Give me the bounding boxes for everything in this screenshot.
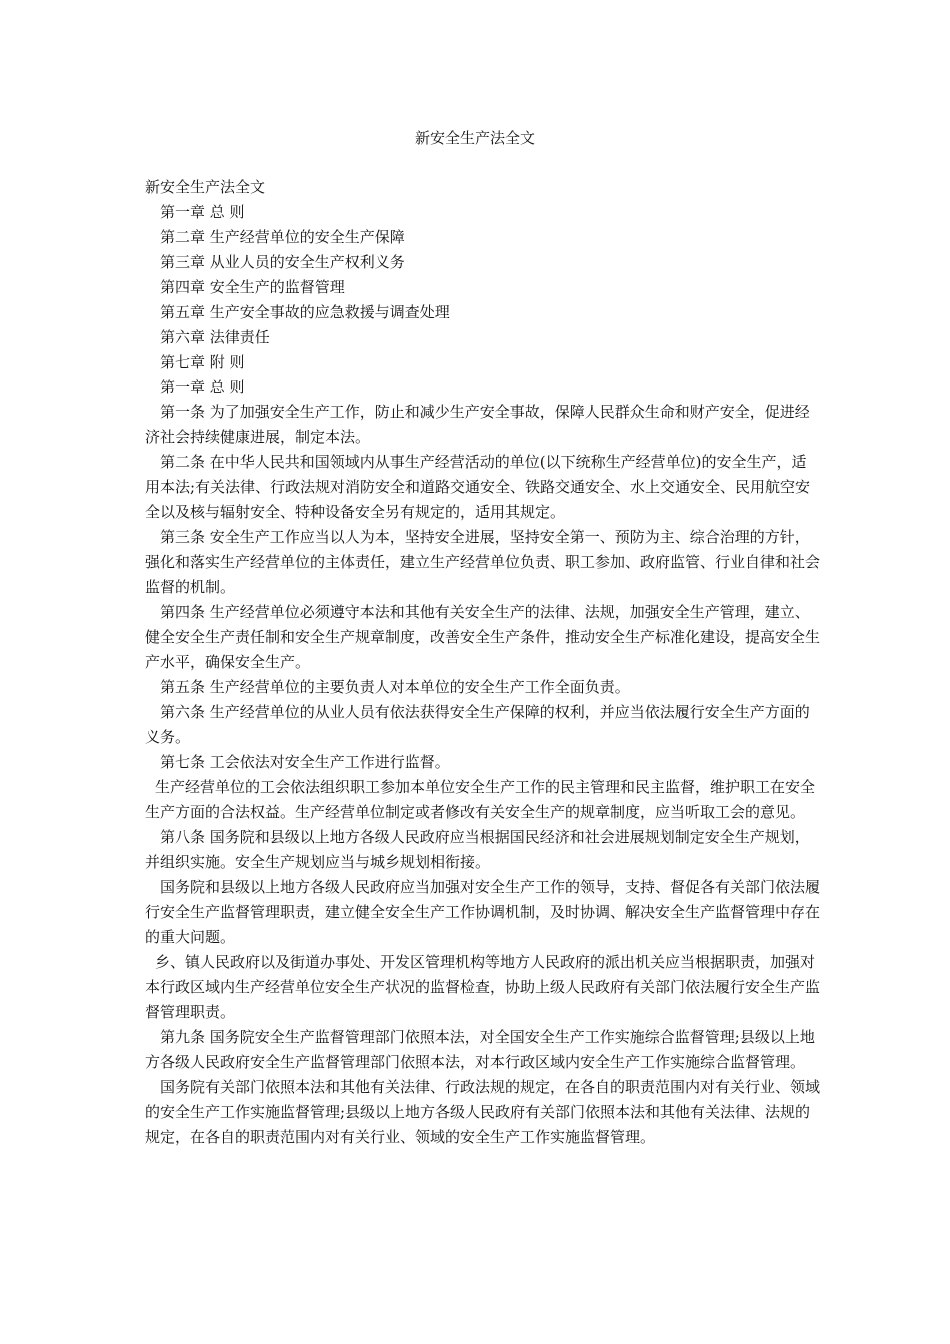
toc-item: 第四章 安全生产的监督管理 — [160, 278, 345, 296]
document-body — [145, 175, 820, 1150]
chapter-heading: 第一章 总 则 — [160, 378, 245, 396]
article-paragraph: 国务院和县级以上地方各级人民政府应当加强对安全生产工作的领导，支持、督促各有关部门依法履行安全生产监督管理职责，建立健全安全生产工作协调机制，及时协调、解决安全生产监督管理中存在的重大问题。 — [145, 878, 821, 946]
article-paragraph: 国务院有关部门依照本法和其他有关法律、行政法规的规定，在各自的职责范围内对有关行业、领域的安全生产工作实施监督管理;县级以上地方各级人民政府有关部门依照本法和其他有关法律、法规的规定，在各自的职责范围内对有关行业、领域的安全生产工作实施监督管理。 — [145, 1078, 821, 1146]
document-title: 新安全生产法全文 — [414, 129, 535, 147]
article-paragraph: 第五条 生产经营单位的主要负责人对本单位的安全生产工作全面负责。 — [160, 678, 630, 696]
document-heading: 新安全生产法全文 — [145, 178, 266, 196]
article-paragraph: 乡、镇人民政府以及街道办事处、开发区管理机构等地方人民政府的派出机关应当根据职责，加强对本行政区域内生产经营单位安全生产状况的监督检查，协助上级人民政府有关部门依法履行安全生产监督管理职责。 — [145, 953, 821, 1021]
toc-item: 第二章 生产经营单位的安全生产保障 — [160, 228, 405, 246]
toc-item: 第三章 从业人员的安全生产权利义务 — [160, 253, 405, 271]
toc-item: 第七章 附 则 — [160, 353, 245, 371]
article-paragraph: 第二条 在中华人民共和国领域内从事生产经营活动的单位(以下统称生产经营单位)的安全生产，适用本法;有关法律、行政法规对消防安全和道路交通安全、铁路交通安全、水上交通安全、民用航空安全以及核与辐射安全、特种设备安全另有规定的，适用其规定。 — [145, 453, 811, 521]
toc-item: 第一章 总 则 — [160, 203, 245, 221]
toc-item: 第六章 法律责任 — [160, 328, 270, 346]
article-paragraph: 第七条 工会依法对安全生产工作进行监督。 — [160, 753, 450, 771]
article-paragraph: 第九条 国务院安全生产监督管理部门依照本法，对全国安全生产工作实施综合监督管理;县级以上地方各级人民政府安全生产监督管理部门依照本法，对本行政区域内安全生产工作实施综合监督管理。 — [145, 1028, 815, 1071]
article-paragraph: 第三条 安全生产工作应当以人为本，坚持安全进展，坚持安全第一、预防为主、综合治理的方针，强化和落实生产经营单位的主体责任，建立生产经营单位负责、职工参加、政府监管、行业自律和社会监督的机制。 — [145, 528, 821, 596]
article-paragraph: 第六条 生产经营单位的从业人员有依法获得安全生产保障的权利，并应当依法履行安全生产方面的义务。 — [145, 703, 810, 746]
article-paragraph: 第四条 生产经营单位必须遵守本法和其他有关安全生产的法律、法规，加强安全生产管理，建立、健全安全生产责任制和安全生产规章制度，改善安全生产条件，推动安全生产标准化建设，提高安全生产水平，确保安全生产。 — [145, 603, 821, 671]
article-paragraph: 生产经营单位的工会依法组织职工参加本单位安全生产工作的民主管理和民主监督，维护职工在安全生产方面的合法权益。生产经营单位制定或者修改有关安全生产的规章制度，应当听取工会的意见。 — [145, 778, 816, 821]
article-paragraph: 第八条 国务院和县级以上地方各级人民政府应当根据国民经济和社会进展规划制定安全生产规划，并组织实施。安全生产规划应当与城乡规划相衔接。 — [145, 828, 810, 871]
toc-item: 第五章 生产安全事故的应急救援与调查处理 — [160, 303, 450, 321]
article-paragraph: 第一条 为了加强安全生产工作，防止和减少生产安全事故，保障人民群众生命和财产安全，促进经济社会持续健康进展，制定本法。 — [145, 403, 810, 446]
